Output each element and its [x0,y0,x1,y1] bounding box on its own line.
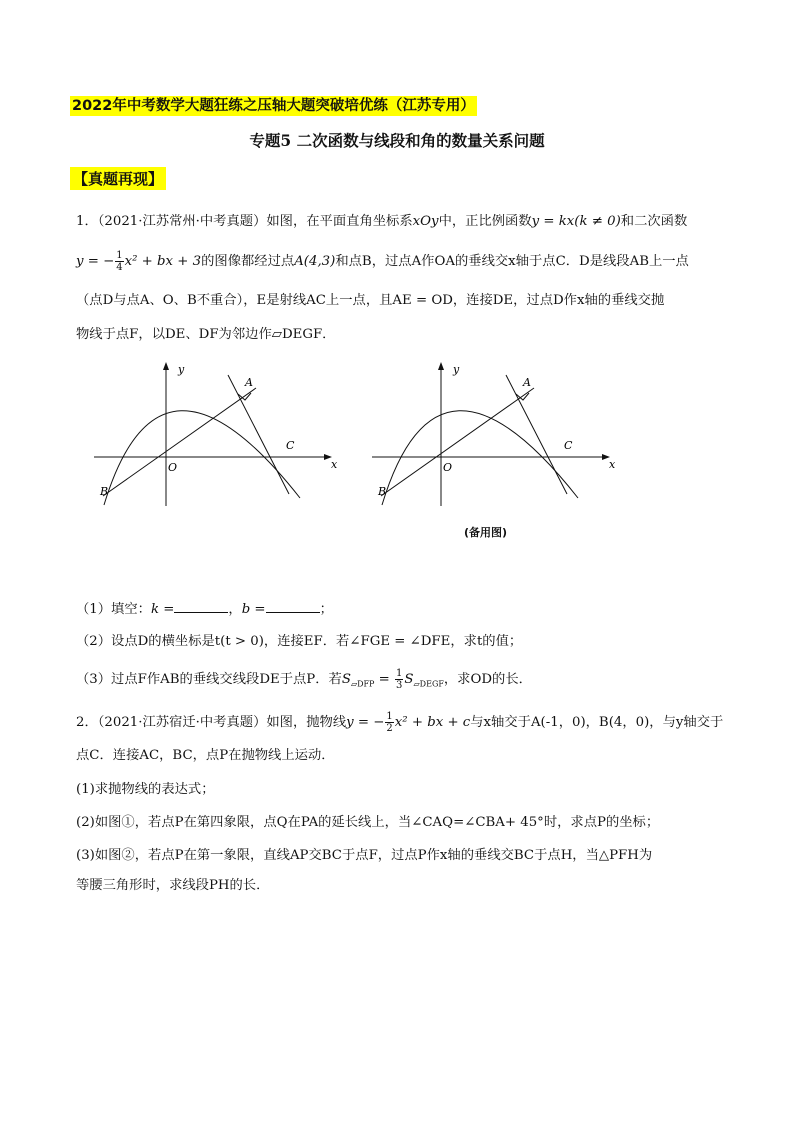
blank-b[interactable] [266,600,320,613]
fraction-half: $\frac{1}{2}$ [386,711,393,734]
y-axis-arrow [163,362,169,370]
svg-text:B: B [378,485,387,498]
q2-sub2: (2)如图①，若点P在第四象限，点Q在PA的延长线上，当∠CAQ=∠CBA+ 45°时，求点P的坐标； [76,815,660,830]
spare-figure-caption: (备用图) [464,526,508,539]
q2-sub3-line1: (3)如图②，若点P在第一象限，直线AP交BC于点F，过点P作x轴的垂线交BC于点H，当△PFH为 [76,848,653,863]
page-title: 专题5 二次函数与线段和角的数量关系问题 [249,131,545,150]
q2-line1: 2．（2021·江苏宿迁·中考真题）如图，抛物线y = − $\frac{1}{2}$ x² + bx + c与x轴交于A(-1，0)，B(4，0)，与y轴交于 [76,711,724,734]
svg-text:C: C [564,439,573,452]
svg-text:A: A [523,376,531,389]
q2-sub1: (1)求抛物线的表达式； [76,782,215,797]
q1-sub3: （3）过点F作AB的垂线交线段DE于点P．若$S_{▱DFP}$ = $\frac{1}{3}$ $S_{▱DEGF}$，求OD的长． [76,668,532,691]
line-ac [228,375,289,494]
q1-figure-spare [366,360,616,510]
fraction-quarter: $\frac{1}{4}$ [116,250,123,273]
q1-line4: 物线于点F，以DE、DF为邻边作▱DEGF． [76,327,336,342]
svg-text:x: x [609,458,616,471]
svg-text:O: O [443,461,453,474]
blank-k[interactable] [174,600,228,613]
q1-line1: 1．（2021·江苏常州·中考真题）如图，在平面直角坐标系xOy中，正比例函数y = kx(k ≠ 0)和二次函数 [76,214,688,229]
q2-sub3-line2: 等腰三角形时，求线段PH的长． [76,878,270,893]
label-x: x [331,458,338,471]
q1-line3: （点D与点A、O、B不重合），E是射线AC上一点，且AE = OD，连接DE，过点D作x轴的垂线交抛 [76,293,665,308]
line-ob [103,388,256,496]
label-y: y [178,363,185,376]
label-a: A [245,376,253,389]
q1-figure-main [88,360,338,510]
label-b: B [100,485,109,498]
q1-sub2: （2）设点D的横坐标是t(t > 0)，连接EF．若∠FGE = ∠DFE，求t的值； [76,634,523,649]
section-label: 【真题再现】 [70,167,166,190]
label-o: O [168,461,178,474]
q1-line2: y = − $\frac{1}{4}$ x² + bx + 3的图像都经过点A(4,3)和点B，过点A作OA的垂线交x轴于点C．D是线段AB上一点 [76,250,689,273]
svg-text:y: y [453,363,460,376]
fraction-third: $\frac{1}{3}$ [396,668,403,691]
page-header: 2022年中考数学大题狂练之压轴大题突破培优练（江苏专用） [72,98,475,114]
q2-line2: 点C．连接AC，BC，点P在抛物线上运动． [76,748,335,763]
q1-sub1: （1）填空：k = ，b = ； [76,602,333,617]
label-c: C [286,439,295,452]
